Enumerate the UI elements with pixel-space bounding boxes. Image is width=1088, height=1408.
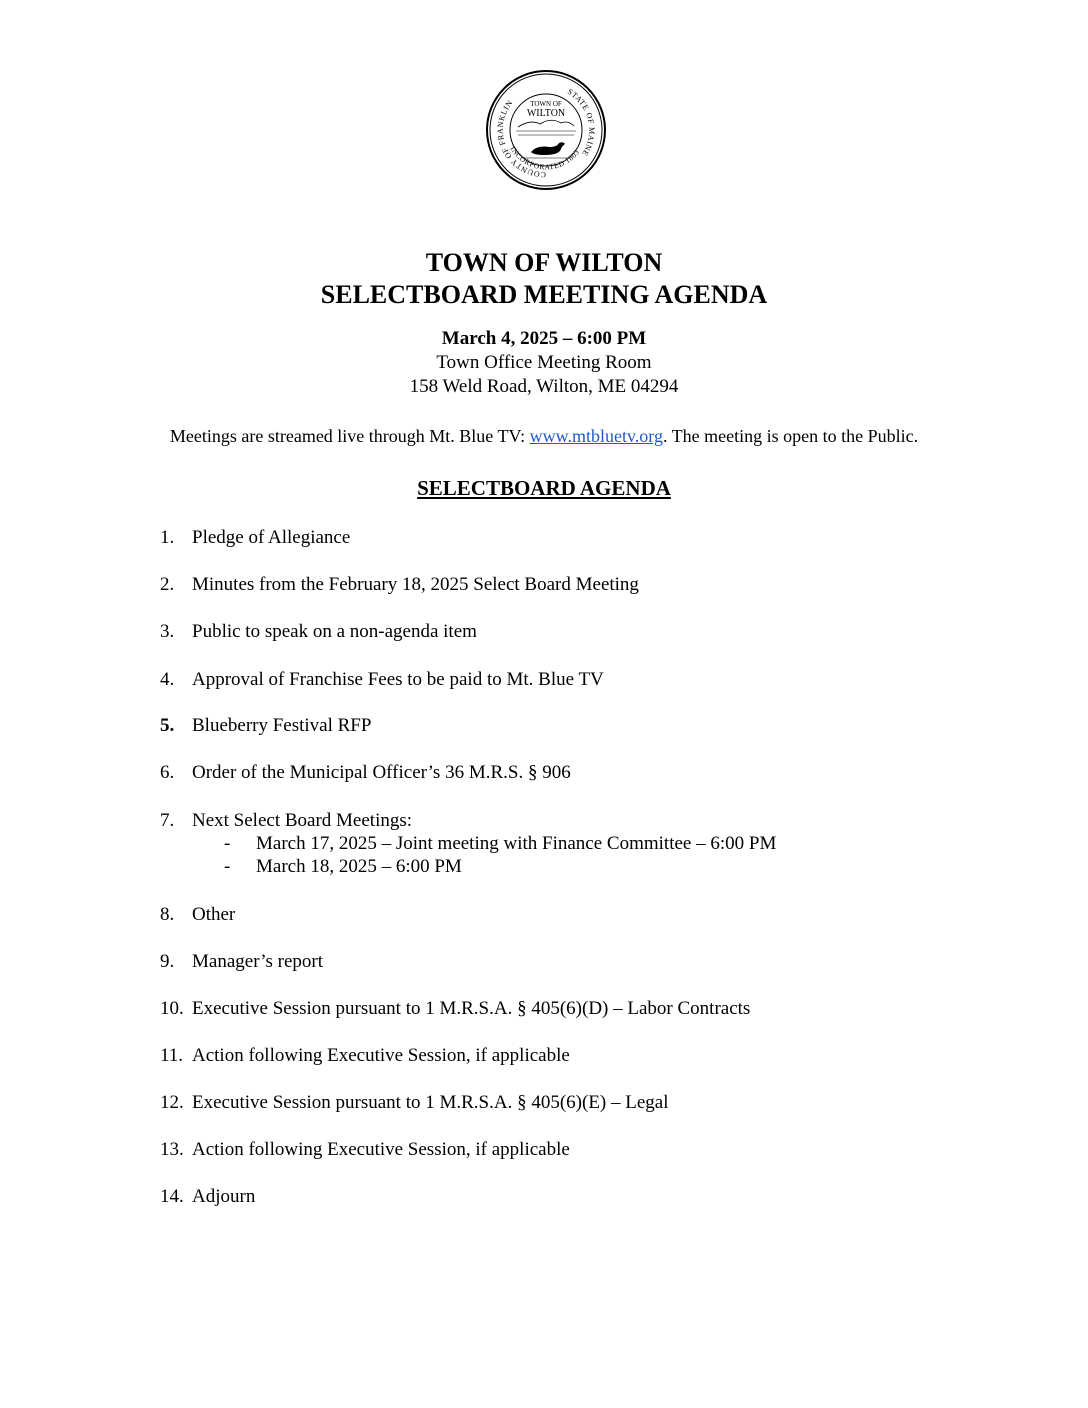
agenda-item (160, 714, 371, 738)
seal-center-top: TOWN OF (530, 100, 562, 108)
agenda-item-text: Action following Executive Session, if applicable (192, 1045, 570, 1066)
agenda-subitem (224, 832, 776, 856)
agenda-item-number: 10. (160, 998, 184, 1019)
agenda-item-number: 6. (160, 762, 175, 783)
stream-notice-after: . The meeting is open to the Public. (662, 426, 919, 446)
agenda-item (160, 903, 235, 927)
agenda-item-number: 11. (160, 1045, 184, 1066)
agenda-item-number: 1. (160, 527, 175, 548)
agenda-item (160, 997, 750, 1021)
agenda-item-number: 5. (160, 715, 175, 736)
agenda-item-number: 2. (160, 574, 175, 595)
agenda-item-text: Executive Session pursuant to 1 M.R.S.A. § 405(6)(E) – Legal (192, 1092, 669, 1113)
agenda-heading: SELECTBOARD AGENDA (417, 476, 671, 500)
stream-notice-before: Meetings are streamed live through Mt. Blue TV: (169, 426, 530, 446)
agenda-item (160, 809, 412, 833)
subitem-text: March 18, 2025 – 6:00 PM (256, 856, 462, 877)
agenda-item (160, 950, 323, 974)
agenda-item-number: 14. (160, 1186, 184, 1207)
seal-ring-bottom: INCORPORATED 1803 (508, 144, 582, 172)
document-title: TOWN OF WILTON (425, 248, 663, 277)
seal-ring-left: COUNTY OF FRANKLIN (495, 98, 547, 180)
stream-notice (0, 424, 1088, 448)
meeting-address: 158 Weld Road, Wilton, ME 04294 (409, 376, 679, 397)
agenda-item (160, 620, 477, 644)
town-seal (485, 69, 607, 191)
agenda-item-text: Order of the Municipal Officer’s 36 M.R.S. § 906 (192, 762, 571, 783)
agenda-item-text: Blueberry Festival RFP (192, 715, 372, 736)
agenda-item-number: 13. (160, 1139, 184, 1160)
agenda-item-number: 4. (160, 669, 175, 690)
agenda-item-text: Other (192, 904, 236, 925)
agenda-item-text: Approval of Franchise Fees to be paid to Mt. Blue TV (192, 669, 604, 690)
agenda-item-number: 9. (160, 951, 175, 972)
agenda-item-text: Manager’s report (192, 951, 324, 972)
agenda-item (160, 761, 571, 785)
agenda-item-text: Action following Executive Session, if applicable (192, 1139, 570, 1160)
agenda-item (160, 668, 604, 692)
agenda-item-number: 8. (160, 904, 175, 925)
agenda-item-number: 7. (160, 810, 175, 831)
agenda-item (160, 1138, 570, 1162)
agenda-item-text: Pledge of Allegiance (192, 527, 351, 548)
agenda-item (160, 1091, 669, 1115)
agenda-item-text: Adjourn (192, 1186, 256, 1207)
agenda-item (160, 1044, 570, 1068)
document-subtitle: SELECTBOARD MEETING AGENDA (320, 280, 768, 309)
agenda-item-text: Minutes from the February 18, 2025 Select Board Meeting (192, 574, 639, 595)
subitem-dash: - (224, 833, 231, 854)
agenda-item-number: 12. (160, 1092, 184, 1113)
agenda-item-text: Next Select Board Meetings: (192, 810, 413, 831)
agenda-item (160, 526, 350, 550)
subitem-text: March 17, 2025 – Joint meeting with Finance Committee – 6:00 PM (256, 833, 777, 854)
agenda-item (160, 573, 639, 597)
subitem-dash: - (224, 856, 231, 877)
agenda-item-text: Executive Session pursuant to 1 M.R.S.A. § 405(6)(D) – Labor Contracts (192, 998, 751, 1019)
agenda-item (160, 1185, 255, 1209)
agenda-item-text: Public to speak on a non-agenda item (192, 621, 477, 642)
agenda-subitem (224, 855, 462, 879)
meeting-location: Town Office Meeting Room (436, 352, 652, 373)
mtbluetv-link[interactable]: www.mtbluetv.org (529, 426, 663, 446)
seal-ring-right: STATE OF MAINE (565, 86, 597, 158)
agenda-item-number: 3. (160, 621, 175, 642)
seal-center-name: WILTON (526, 108, 566, 119)
meeting-date-time: March 4, 2025 – 6:00 PM (441, 328, 647, 349)
